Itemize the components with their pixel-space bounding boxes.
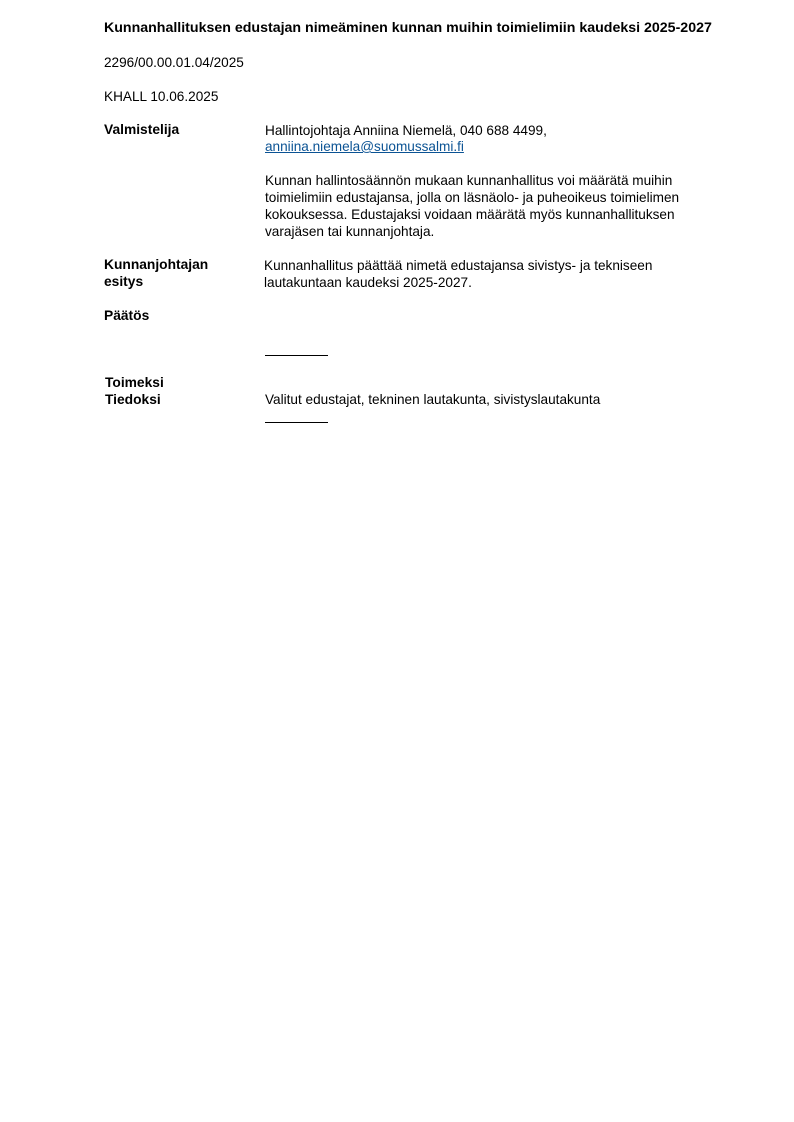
preparer-body-line: kokouksessa. Edustajaksi voidaan määrätä myös kunnanhallituksen <box>265 207 675 222</box>
proposal-body <box>264 257 652 291</box>
proposal-body-line: lautakuntaan kaudeksi 2025-2027. <box>264 275 472 290</box>
preparer-body-line: toimielimiin edustajansa, jolla on läsnäolo- ja puheoikeus toimielimen <box>265 190 680 205</box>
preparer-body-line: Kunnan hallintosäännön mukaan kunnanhallitus voi määrätä muihin <box>265 173 673 188</box>
proposal-label-line: Kunnanjohtajan <box>104 257 209 272</box>
proposal-label <box>104 256 208 290</box>
preparer-body <box>265 172 679 240</box>
distribution-divider <box>265 422 328 423</box>
distribution-label-line: Toimeksi <box>105 375 164 390</box>
distribution-label <box>105 374 164 408</box>
distribution-label-line: Tiedoksi <box>105 392 161 407</box>
proposal-label-line: esitys <box>104 274 144 289</box>
proposal-body-line: Kunnanhallitus päättää nimetä edustajansa sivistys- ja tekniseen <box>264 258 653 273</box>
document-title: Kunnanhallituksen edustajan nimeäminen kunnan muihin toimielimiin kaudeksi 2025-2027 <box>104 20 712 36</box>
preparer-email-link[interactable]: anniina.niemela@suomussalmi.fi <box>265 139 464 154</box>
meeting-reference: KHALL 10.06.2025 <box>104 89 219 104</box>
distribution-body: Valitut edustajat, tekninen lautakunta, sivistyslautakunta <box>265 392 601 407</box>
decision-label: Päätös <box>104 308 150 323</box>
decision-divider <box>265 355 328 356</box>
preparer-body-line: varajäsen tai kunnanjohtaja. <box>265 224 435 239</box>
preparer-label: Valmistelija <box>104 122 180 137</box>
record-number: 2296/00.00.01.04/2025 <box>104 55 244 70</box>
preparer-contact: Hallintojohtaja Anniina Niemelä, 040 688 4499, <box>265 123 547 138</box>
